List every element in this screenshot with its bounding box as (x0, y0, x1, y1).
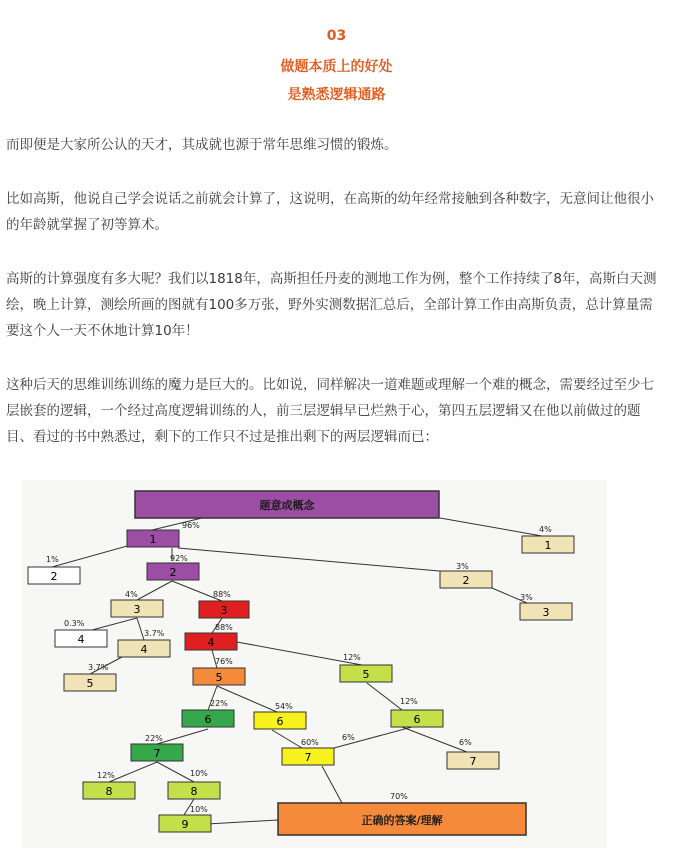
node-7c (447, 752, 499, 769)
node-3b (199, 601, 249, 618)
section-title-line2: 是熟悉逻辑通路 (287, 87, 386, 103)
logic-tree-diagram (22, 480, 607, 848)
paragraph-4: 这种后天的思维训练训练的魔力是巨大的。比如说，同样解决一道难题或理解一个难的概念，需要经过至少七层嵌套的逻辑，一个经过高度逻辑训练的人，前三层逻辑早已烂熟于心，第四五层逻辑又在他以前做过的题目、看过的书中熟悉过，剩下的工作只不过是推出剩下的两层逻辑而已： (6, 377, 654, 445)
node-label: 6 (413, 713, 421, 726)
node-label: 5 (362, 668, 370, 681)
pct-label: 10% (190, 805, 208, 814)
node-label: 6 (276, 715, 284, 728)
pct-label: 3.7% (144, 629, 165, 638)
node-label: 3 (133, 603, 141, 616)
pct-label: 92% (170, 554, 188, 563)
pct-label: 22% (145, 734, 163, 743)
node-label: 2 (50, 570, 58, 583)
pct-label: 6% (342, 733, 355, 742)
pct-label: 12% (400, 697, 418, 706)
pct-label: 1% (46, 555, 59, 564)
pct-label: 76% (215, 657, 233, 666)
pct-label: 54% (275, 702, 293, 711)
node-label: 5 (215, 671, 223, 684)
root-box (135, 491, 439, 518)
node-label: 5 (86, 677, 94, 690)
node-label: 7 (304, 751, 312, 764)
section-title-line1: 做题本质上的好处 (280, 59, 393, 75)
node-2a (28, 567, 80, 584)
node-1b (522, 536, 574, 553)
node-9 (159, 815, 211, 832)
pct-label: 22% (210, 699, 228, 708)
pct-label: 6% (459, 738, 472, 747)
node-label: 2 (169, 566, 177, 579)
node-label: 7 (469, 755, 477, 768)
answer-box (278, 803, 526, 835)
root-label: 题意或概念 (259, 499, 315, 512)
pct-label: 70% (390, 792, 408, 801)
section-number: 03 (326, 28, 347, 44)
pct-label: 96% (182, 521, 200, 530)
node-label: 1 (544, 539, 552, 552)
answer-label: 正确的答案/理解 (361, 814, 443, 827)
node-4c (185, 633, 237, 650)
node-label: 4 (77, 633, 85, 646)
node-3a (111, 600, 163, 617)
node-6c (391, 710, 443, 727)
node-label: 4 (140, 643, 148, 656)
pct-label: 60% (301, 738, 319, 747)
node-5a (64, 674, 116, 691)
node-label: 3 (220, 604, 228, 617)
pct-label: 0.3% (64, 619, 85, 628)
node-8a (83, 782, 135, 799)
node-label: 6 (204, 713, 212, 726)
node-2b (147, 563, 199, 580)
pct-label: 12% (97, 771, 115, 780)
node-6b (254, 712, 306, 729)
node-label: 9 (181, 818, 189, 831)
node-5c (340, 665, 392, 682)
node-8b (168, 782, 220, 799)
node-label: 7 (153, 747, 161, 760)
node-label: 8 (105, 785, 113, 798)
node-4b (118, 640, 170, 657)
pct-label: 3.7% (88, 663, 109, 672)
node-4a (55, 630, 107, 647)
node-6a (182, 710, 234, 727)
pct-label: 10% (190, 769, 208, 778)
node-3c (520, 603, 572, 620)
node-5b (193, 668, 245, 685)
node-7b (282, 748, 334, 765)
pct-label: 88% (215, 623, 233, 632)
pct-label: 4% (125, 590, 138, 599)
paragraph-2: 比如高斯，他说自己学会说话之前就会计算了，这说明，在高斯的幼年经常接触到各种数字，无意间让他很小的年龄就掌握了初等算术。 (6, 191, 654, 233)
paragraph-3: 高斯的计算强度有多大呢？我们以1818年，高斯担任丹麦的测地工作为例，整个工作持续了8年，高斯白天测绘，晚上计算，测绘所画的图就有100多万张，野外实测数据汇总后，全部计算工作由高斯负责，总计算量需要这个人一天不休地计算10年！ (6, 271, 657, 339)
pct-label: 3% (520, 593, 533, 602)
node-7a (131, 744, 183, 761)
node-label: 3 (542, 606, 550, 619)
pct-label: 12% (343, 653, 361, 662)
pct-label: 88% (213, 590, 231, 599)
node-label: 2 (462, 574, 470, 587)
node-label: 8 (190, 785, 198, 798)
paragraph-1: 而即便是大家所公认的天才，其成就也源于常年思维习惯的锻炼。 (6, 137, 398, 153)
node-label: 4 (207, 636, 215, 649)
node-2c (440, 571, 492, 588)
pct-label: 4% (539, 525, 552, 534)
node-1a (127, 530, 179, 547)
node-label: 1 (149, 533, 157, 546)
pct-label: 3% (456, 562, 469, 571)
